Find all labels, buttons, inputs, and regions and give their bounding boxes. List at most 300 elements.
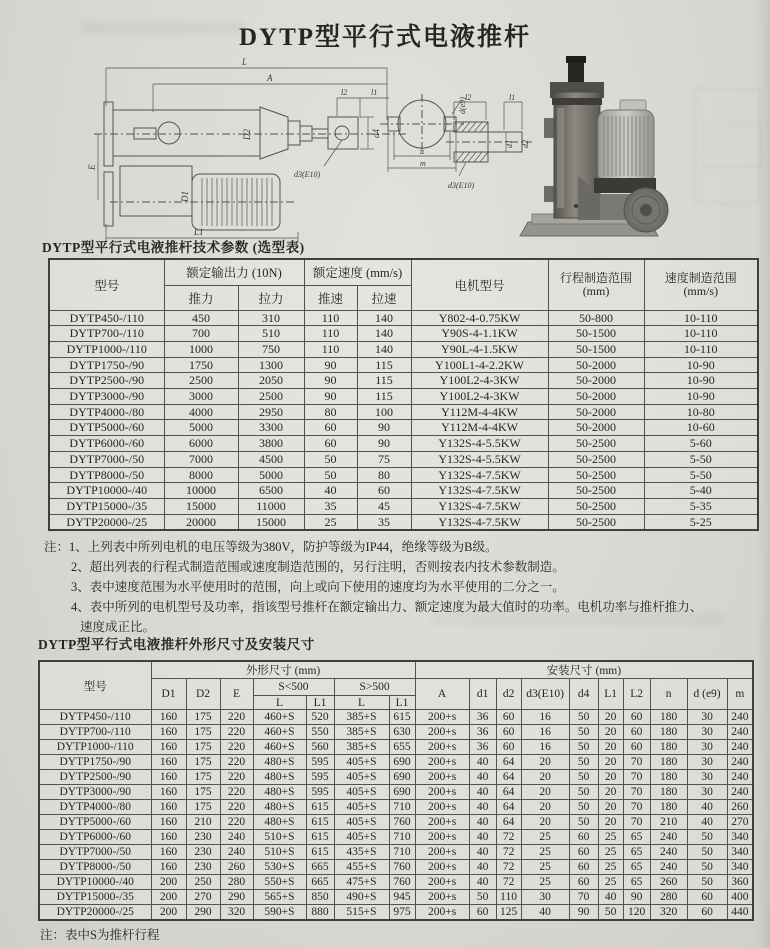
table-cell: 480+S — [253, 800, 306, 815]
table-cell: 595 — [306, 755, 334, 770]
table-cell: 25 — [304, 514, 357, 530]
table-cell: 5-60 — [644, 436, 758, 452]
table-cell: 565+S — [253, 890, 306, 905]
table-cell: 60 — [687, 905, 727, 921]
table-cell: 25 — [521, 875, 569, 890]
table-cell: 3000 — [164, 389, 238, 405]
table-cell: 115 — [357, 373, 411, 389]
table-cell: 50 — [304, 467, 357, 483]
table-cell: 280 — [650, 890, 687, 905]
table-cell: 15000 — [164, 498, 238, 514]
table-cell: 700 — [164, 326, 238, 342]
table-cell: 5-25 — [644, 514, 758, 530]
table-cell: 690 — [389, 785, 415, 800]
note-line: 4、表中所列的电机型号及功率，指该型号推杆在额定输出力、额定速度为最大值时的功率。电机功率与推杆推力、 — [71, 600, 703, 614]
table-cell: 6000 — [164, 436, 238, 452]
table-cell: 510+S — [253, 845, 306, 860]
table-cell: 2050 — [238, 373, 304, 389]
table-cell: 72 — [496, 860, 521, 875]
table-cell: 385+S — [334, 740, 389, 755]
col-group-outline-dims: 外形尺寸 (mm) — [151, 661, 415, 679]
col-header-L1-gt: L1 — [389, 696, 415, 710]
table-row — [49, 341, 758, 357]
table-cell: 595 — [306, 770, 334, 785]
table-cell: 405+S — [334, 830, 389, 845]
table-cell: 10-60 — [644, 420, 758, 436]
table-cell: 240 — [727, 710, 753, 725]
table-cell: 455+S — [334, 860, 389, 875]
table-cell: 75 — [357, 451, 411, 467]
table-cell: 25 — [521, 830, 569, 845]
table-cell: 220 — [220, 800, 253, 815]
dim-label-D1: D1 — [180, 191, 190, 202]
table-cell: 35 — [304, 498, 357, 514]
table-cell: 180 — [650, 725, 687, 740]
note-text: 1、上列表中所列电机的电压等级为380V，防护等级为IP44，绝缘等级为B级。 — [69, 540, 498, 554]
table-cell: Y112M-4-4KW — [411, 404, 548, 420]
table-cell: 290 — [220, 890, 253, 905]
table-cell: 200+s — [415, 800, 469, 815]
table-cell: 60 — [357, 483, 411, 499]
table-cell: 30 — [687, 725, 727, 740]
table-cell: 200+s — [415, 785, 469, 800]
table-cell: 630 — [389, 725, 415, 740]
table-cell: 240 — [650, 845, 687, 860]
table-cell: 3300 — [238, 420, 304, 436]
table-cell: 4000 — [164, 404, 238, 420]
table-cell: 220 — [220, 770, 253, 785]
table-cell: 160 — [151, 860, 186, 875]
table-cell: 60 — [569, 860, 598, 875]
table-cell: 110 — [496, 890, 521, 905]
table-cell: 90 — [357, 420, 411, 436]
table-cell: DYTP1000-/110 — [39, 740, 151, 755]
table-cell: 560 — [306, 740, 334, 755]
table-cell: 40 — [469, 860, 496, 875]
table-cell: 290 — [186, 905, 220, 921]
table-cell: 20 — [598, 815, 623, 830]
table-cell: 480+S — [253, 755, 306, 770]
table-cell: 50 — [469, 890, 496, 905]
table2-note: 注：表中S为推杆行程 — [40, 928, 160, 942]
table-cell: 45 — [357, 498, 411, 514]
table-cell: 16 — [521, 740, 569, 755]
table-cell: 240 — [220, 830, 253, 845]
table-cell: 50-800 — [548, 310, 644, 326]
table-cell: 200+s — [415, 890, 469, 905]
col-header-E: E — [220, 679, 253, 710]
table-cell: 60 — [496, 710, 521, 725]
table-cell: 1000 — [164, 341, 238, 357]
dim-label-E: E — [87, 164, 97, 170]
dim-label-d2: d2 — [521, 140, 530, 148]
table-row — [49, 310, 758, 326]
table-cell: 50 — [569, 800, 598, 815]
table-cell: 405+S — [334, 785, 389, 800]
table-cell: DYTP3000-/90 — [39, 785, 151, 800]
table-cell: 490+S — [334, 890, 389, 905]
table-cell: 5000 — [238, 467, 304, 483]
table-cell: 30 — [687, 755, 727, 770]
table-cell: 64 — [496, 815, 521, 830]
table-cell: 160 — [151, 725, 186, 740]
table-cell: 175 — [186, 725, 220, 740]
col-header-L1-mount: L1 — [598, 679, 623, 710]
table-cell: 5-50 — [644, 451, 758, 467]
table-cell: 405+S — [334, 770, 389, 785]
table-cell: 60 — [623, 725, 650, 740]
table-row — [39, 755, 753, 770]
table-cell: 405+S — [334, 800, 389, 815]
table-cell: DYTP1750-/90 — [49, 357, 164, 373]
table-cell: 690 — [389, 755, 415, 770]
table-row — [49, 467, 758, 483]
col-header-pull-speed: 拉速 — [357, 285, 411, 310]
dim-label-A: A — [267, 73, 273, 83]
table-row — [49, 514, 758, 530]
table-cell: 200 — [151, 875, 186, 890]
table-cell: 240 — [727, 755, 753, 770]
table-cell: 1750 — [164, 357, 238, 373]
table-cell: 220 — [220, 740, 253, 755]
table-cell: 64 — [496, 785, 521, 800]
table-cell: DYTP20000-/25 — [39, 905, 151, 921]
table-cell: DYTP10000-/40 — [49, 483, 164, 499]
table-cell: 6500 — [238, 483, 304, 499]
table-cell: 50 — [687, 875, 727, 890]
table-cell: 260 — [650, 875, 687, 890]
table-cell: 60 — [469, 905, 496, 921]
table-cell: 25 — [598, 830, 623, 845]
table-row — [49, 498, 758, 514]
table-cell: 480+S — [253, 815, 306, 830]
table-cell: 50-2500 — [548, 436, 644, 452]
table-cell: DYTP4000-/80 — [49, 404, 164, 420]
table-cell: 5-35 — [644, 498, 758, 514]
table-cell: 880 — [306, 905, 334, 921]
table-cell: 310 — [238, 310, 304, 326]
bleedthrough-artifact — [702, 122, 762, 168]
col-header-d3-E10: d3(E10) — [521, 679, 569, 710]
table-cell: 200+s — [415, 725, 469, 740]
table-cell: 475+S — [334, 875, 389, 890]
table-cell: 240 — [727, 770, 753, 785]
table-cell: 40 — [469, 770, 496, 785]
table-cell: DYTP8000-/50 — [39, 860, 151, 875]
note-line: 速度成正比。 — [80, 620, 156, 634]
table-cell: 230 — [186, 830, 220, 845]
table-cell: 5000 — [164, 420, 238, 436]
table-cell: 10000 — [164, 483, 238, 499]
table-cell: 40 — [687, 800, 727, 815]
table-cell: 50-2500 — [548, 514, 644, 530]
table-cell: 5-50 — [644, 467, 758, 483]
table-cell: 20000 — [164, 514, 238, 530]
col-header-pull-force: 拉力 — [238, 285, 304, 310]
table-cell: 36 — [469, 710, 496, 725]
table-cell: 110 — [304, 326, 357, 342]
table-cell: 180 — [650, 755, 687, 770]
table-cell: 160 — [151, 800, 186, 815]
table-cell: 180 — [650, 740, 687, 755]
dims-table — [38, 660, 754, 921]
table-row — [39, 800, 753, 815]
table-cell: 160 — [151, 770, 186, 785]
col-header-d1: d1 — [469, 679, 496, 710]
table-cell: 405+S — [334, 755, 389, 770]
table-cell: 615 — [306, 845, 334, 860]
table-cell: 72 — [496, 875, 521, 890]
table-cell: 140 — [357, 310, 411, 326]
table-cell: 50-2000 — [548, 404, 644, 420]
table-cell: 35 — [357, 514, 411, 530]
table-cell: 7000 — [164, 451, 238, 467]
col-header-n: n — [650, 679, 687, 710]
table-row — [39, 875, 753, 890]
table-cell: DYTP1000-/110 — [49, 341, 164, 357]
table-cell: 220 — [220, 710, 253, 725]
table-cell: 40 — [469, 875, 496, 890]
table-cell: 210 — [650, 815, 687, 830]
section2-title: DYTP型平行式电液推杆外形尺寸及安装尺寸 — [38, 637, 315, 652]
table-cell: 220 — [220, 815, 253, 830]
table-cell: 50-2000 — [548, 389, 644, 405]
table-cell: 80 — [357, 467, 411, 483]
table-cell: Y90L-4-1.5KW — [411, 341, 548, 357]
table-cell: 50-2500 — [548, 451, 644, 467]
table-cell: Y132S-4-5.5KW — [411, 436, 548, 452]
table-cell: 50-2500 — [548, 483, 644, 499]
table-cell: 175 — [186, 800, 220, 815]
table-cell: 750 — [238, 341, 304, 357]
table-cell: 175 — [186, 740, 220, 755]
table-cell: 140 — [357, 326, 411, 342]
table-cell: 50-2500 — [548, 467, 644, 483]
table-cell: 36 — [469, 740, 496, 755]
table-cell: 60 — [687, 890, 727, 905]
table-cell: 25 — [521, 845, 569, 860]
table-cell: 60 — [496, 740, 521, 755]
col-group-stroke-lt-500: S<500 — [253, 679, 334, 696]
col-group-rated-speed: 额定速度 (mm/s) — [304, 259, 411, 285]
table-cell: 550+S — [253, 875, 306, 890]
table-cell: 30 — [687, 740, 727, 755]
table-cell: 72 — [496, 830, 521, 845]
table-cell: 25 — [598, 875, 623, 890]
table-cell: 595 — [306, 785, 334, 800]
table-cell: 200+s — [415, 845, 469, 860]
table-cell: DYTP5000-/60 — [49, 420, 164, 436]
table-cell: 200+s — [415, 710, 469, 725]
page-title: DYTP型平行式电液推杆 — [238, 24, 532, 51]
table-cell: 210 — [186, 815, 220, 830]
table-cell: 180 — [650, 710, 687, 725]
table-cell: 180 — [650, 770, 687, 785]
table-cell: DYTP8000-/50 — [49, 467, 164, 483]
table-cell: 20 — [598, 800, 623, 815]
table-cell: 760 — [389, 815, 415, 830]
dim-label-n: n — [420, 147, 424, 156]
table-row — [39, 725, 753, 740]
table-cell: 260 — [220, 860, 253, 875]
table-cell: Y132S-4-5.5KW — [411, 451, 548, 467]
table-cell: 50 — [569, 725, 598, 740]
col-header-model: 型号 — [49, 259, 164, 310]
table-cell: 65 — [623, 860, 650, 875]
table-row — [39, 770, 753, 785]
table-cell: 435+S — [334, 845, 389, 860]
table-cell: 50 — [304, 451, 357, 467]
table-cell: 50-1500 — [548, 326, 644, 342]
table-cell: 120 — [623, 905, 650, 921]
table-cell: 50 — [598, 905, 623, 921]
col-header-D1: D1 — [151, 679, 186, 710]
table-cell: 655 — [389, 740, 415, 755]
table-cell: 850 — [306, 890, 334, 905]
table-cell: 50-2000 — [548, 420, 644, 436]
table-cell: Y100L1-4-2.2KW — [411, 357, 548, 373]
table-cell: DYTP1750-/90 — [39, 755, 151, 770]
table-cell: 260 — [727, 800, 753, 815]
table-cell: DYTP20000-/25 — [49, 514, 164, 530]
table-cell: 50-2500 — [548, 498, 644, 514]
col-header-speed-range: 速度制造范围 (mm/s) — [644, 259, 758, 310]
table-cell: 250 — [186, 875, 220, 890]
table-cell: 65 — [623, 830, 650, 845]
table-cell: Y100L2-4-3KW — [411, 373, 548, 389]
table-cell: 530+S — [253, 860, 306, 875]
table-cell: 100 — [357, 404, 411, 420]
table-cell: 20 — [521, 785, 569, 800]
table-cell: 760 — [389, 875, 415, 890]
table-cell: Y802-4-0.75KW — [411, 310, 548, 326]
table-cell: 510+S — [253, 830, 306, 845]
dim-label-d3: d3(E10) — [294, 170, 321, 179]
table-cell: 72 — [496, 845, 521, 860]
table-cell: 30 — [687, 770, 727, 785]
table-cell: 385+S — [334, 725, 389, 740]
table-cell: 10-90 — [644, 373, 758, 389]
table-cell: 36 — [469, 725, 496, 740]
table-cell: DYTP4000-/80 — [39, 800, 151, 815]
table-row — [49, 404, 758, 420]
table-cell: 70 — [569, 890, 598, 905]
table-cell: 65 — [623, 845, 650, 860]
table-cell: 320 — [650, 905, 687, 921]
table-cell: 80 — [304, 404, 357, 420]
table-row — [39, 845, 753, 860]
table-cell: 460+S — [253, 710, 306, 725]
table-cell: Y100L2-4-3KW — [411, 389, 548, 405]
table-row — [49, 357, 758, 373]
table-cell: DYTP15000-/35 — [39, 890, 151, 905]
table-cell: 20 — [598, 710, 623, 725]
table-cell: 160 — [151, 785, 186, 800]
table-cell: 30 — [521, 890, 569, 905]
table-cell: 40 — [687, 815, 727, 830]
table-cell: 710 — [389, 845, 415, 860]
table-cell: 230 — [186, 845, 220, 860]
table-cell: 480+S — [253, 785, 306, 800]
table-cell: 20 — [598, 785, 623, 800]
dims-table-body — [39, 710, 753, 921]
col-header-L1-lt: L1 — [306, 696, 334, 710]
notes-block — [44, 537, 744, 637]
table-cell: 40 — [469, 815, 496, 830]
table-cell: 200+s — [415, 815, 469, 830]
col-header-D2: D2 — [186, 679, 220, 710]
table-cell: 64 — [496, 755, 521, 770]
table-cell: 90 — [357, 436, 411, 452]
table-row — [39, 815, 753, 830]
table-cell: 50 — [687, 845, 727, 860]
table-cell: 340 — [727, 845, 753, 860]
table-cell: 385+S — [334, 710, 389, 725]
table-cell: 50 — [687, 860, 727, 875]
table-cell: 40 — [598, 890, 623, 905]
table-cell: DYTP450-/110 — [39, 710, 151, 725]
table-cell: Y132S-4-7.5KW — [411, 498, 548, 514]
col-header-L2: L2 — [623, 679, 650, 710]
table-cell: 2950 — [238, 404, 304, 420]
dim-label-L: L — [242, 57, 248, 67]
table-cell: 90 — [304, 357, 357, 373]
table-cell: 200 — [151, 890, 186, 905]
table-cell: 50-2000 — [548, 357, 644, 373]
table-row — [39, 710, 753, 725]
section1-title: DYTP型平行式电液推杆技术参数 (选型表) — [42, 240, 305, 255]
col-header-L-gt: L — [334, 696, 389, 710]
table-cell: 590+S — [253, 905, 306, 921]
table-cell: 60 — [623, 740, 650, 755]
dim-label-d-e9: d(e9) — [458, 97, 467, 114]
table-cell: 1300 — [238, 357, 304, 373]
table-cell: 710 — [389, 800, 415, 815]
table-cell: 16 — [521, 725, 569, 740]
table-row — [49, 373, 758, 389]
table-cell: 15000 — [238, 514, 304, 530]
table-cell: 160 — [151, 815, 186, 830]
table-cell: 460+S — [253, 740, 306, 755]
table-cell: 480+S — [253, 770, 306, 785]
table-cell: 20 — [521, 815, 569, 830]
table-cell: 70 — [623, 800, 650, 815]
table-cell: 175 — [186, 785, 220, 800]
table-cell: 60 — [623, 710, 650, 725]
table-cell: 50 — [569, 770, 598, 785]
table-cell: 40 — [469, 830, 496, 845]
table-cell: 240 — [650, 860, 687, 875]
table-cell: DYTP700-/110 — [49, 326, 164, 342]
table-cell: 70 — [623, 785, 650, 800]
table-cell: 65 — [623, 875, 650, 890]
table-cell: 710 — [389, 830, 415, 845]
table-cell: 220 — [220, 785, 253, 800]
table-row — [49, 436, 758, 452]
dim-label-l2: l2 — [465, 93, 472, 102]
table-cell: 270 — [186, 890, 220, 905]
table-row — [49, 326, 758, 342]
table-cell: 405+S — [334, 815, 389, 830]
table-cell: 60 — [496, 725, 521, 740]
table-cell: 200+s — [415, 770, 469, 785]
note-prefix: 注： — [44, 540, 70, 554]
table-cell: 240 — [727, 725, 753, 740]
table-row — [49, 451, 758, 467]
table-cell: 160 — [151, 830, 186, 845]
col-header-motor-model: 电机型号 — [411, 259, 548, 310]
table-cell: 70 — [623, 770, 650, 785]
